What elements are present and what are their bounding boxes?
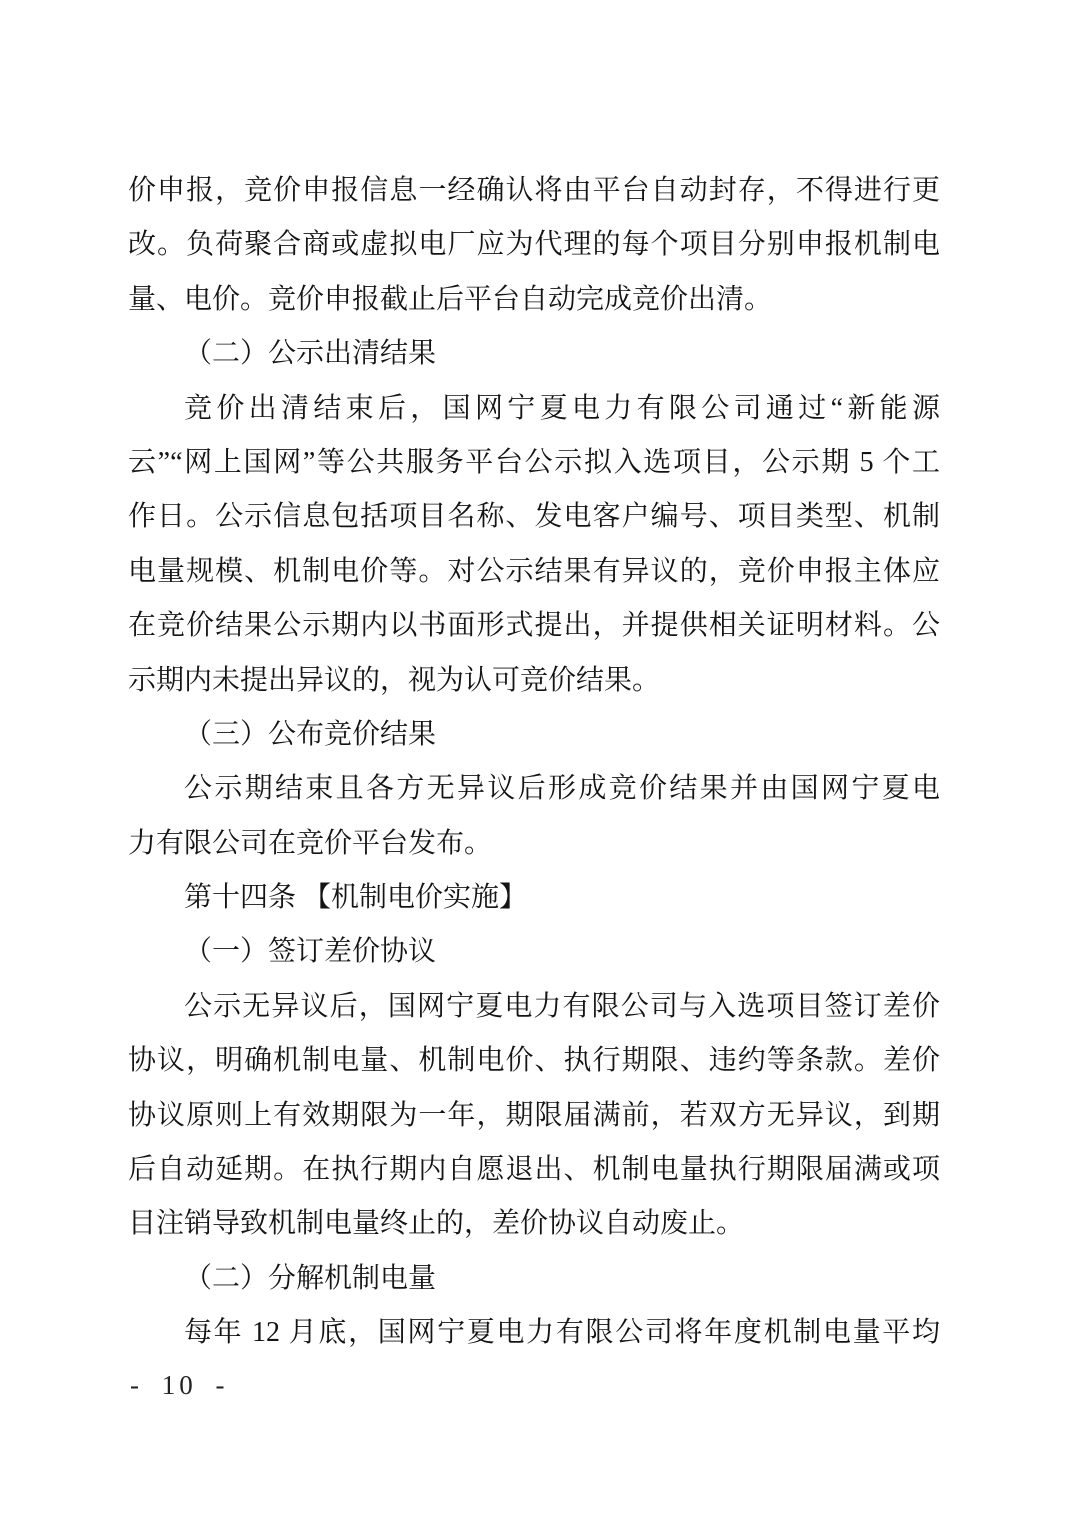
text-line: 在竞价结果公示期内以书面形式提出，并提供相关证明材料。公 xyxy=(128,610,940,642)
section-heading: （二）公示出清结果 xyxy=(184,338,437,370)
text-line: 协议，明确机制电量、机制电价、执行期限、违约等条款。差价 xyxy=(128,1045,940,1077)
text-line: 后自动延期。在执行期内自愿退出、机制电量执行期限届满或项 xyxy=(128,1154,940,1186)
text-line: 云”“网上国网”等公共服务平台公示拟入选项目，公示期 5 个工 xyxy=(128,446,940,478)
text-line: 示期内未提出异议的，视为认可竞价结果。 xyxy=(128,664,661,696)
document-text-block xyxy=(128,164,940,1361)
text-line: 协议原则上有效期限为一年，期限届满前，若双方无异议，到期 xyxy=(128,1099,940,1131)
text-line: 目注销导致机制电量终止的，差价协议自动废止。 xyxy=(128,1208,745,1240)
text-line: 量、电价。竞价申报截止后平台自动完成竞价出清。 xyxy=(128,283,773,315)
article-heading: 第十四条 【机制电价实施】 xyxy=(184,882,528,914)
text-line: 竞价出清结束后，国网宁夏电力有限公司通过“新能源 xyxy=(184,392,940,424)
section-heading: （一）签订差价协议 xyxy=(184,936,437,968)
text-line: 改。负荷聚合商或虚拟电厂应为代理的每个项目分别申报机制电 xyxy=(128,229,940,261)
text-line: 公示无异议后，国网宁夏电力有限公司与入选项目签订差价 xyxy=(184,990,940,1022)
section-heading: （三）公布竞价结果 xyxy=(184,718,437,750)
text-line: 作日。公示信息包括项目名称、发电客户编号、项目类型、机制 xyxy=(128,501,940,533)
text-line: 价申报，竞价申报信息一经确认将由平台自动封存，不得进行更 xyxy=(128,175,940,206)
text-line: 每年 12 月底，国网宁夏电力有限公司将年度机制电量平均 xyxy=(184,1317,940,1349)
text-line: 电量规模、机制电价等。对公示结果有异议的，竞价申报主体应 xyxy=(128,555,940,587)
text-line: 公示期结束且各方无异议后形成竞价结果并由国网宁夏电 xyxy=(184,773,940,805)
page-number: - 10 - xyxy=(130,1370,229,1400)
text-line: 力有限公司在竞价平台发布。 xyxy=(128,827,493,859)
section-heading: （二）分解机制电量 xyxy=(184,1262,437,1294)
